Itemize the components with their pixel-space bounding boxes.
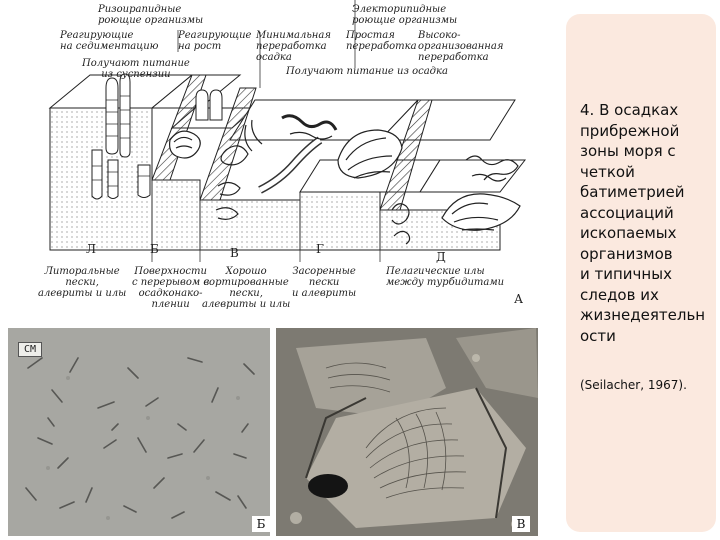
bathymetry-diagram	[20, 0, 545, 322]
caption-panel	[566, 14, 716, 532]
bottom-label-sorted: Хорошо сортированные пески, алевриты и илы	[202, 266, 291, 310]
zone-letter-v: В	[230, 246, 239, 260]
scale-bar-label: СМ	[18, 342, 42, 357]
zone-letter-b: Б	[150, 242, 159, 256]
bottom-label-contaminated: Засоренные пески и алевриты	[292, 266, 357, 299]
photo-b	[8, 328, 270, 536]
photo-v-texture	[276, 328, 538, 536]
caption-reference: (Seilacher, 1967).	[580, 378, 687, 392]
zone-letter-g: Г	[316, 242, 324, 256]
photo-v-letter: В	[512, 516, 530, 532]
bottom-label-surfaces: Поверхности с перерывом в осадконако- плении	[132, 266, 210, 310]
photo-b-letter: Б	[252, 516, 270, 532]
zone-letter-d: Д	[436, 250, 446, 264]
header-electrophagous: Электорипидные роющие организмы	[352, 4, 458, 26]
bottom-label-littoral: Литоральные пески, алевриты и илы	[38, 266, 127, 299]
header-minimal-reworking: Минимальная переработка осадка	[256, 30, 331, 63]
header-growth: Реагирующие на рост	[178, 30, 252, 52]
header-organized-reworking: Высоко- организованная переработка	[418, 30, 504, 63]
feed-suspension-label: Получают питание из суспензии	[82, 58, 190, 80]
figure-letter-a: А	[514, 292, 524, 306]
photo-v	[276, 328, 538, 536]
feed-sediment-label: Получают питание из осадка	[286, 66, 448, 77]
header-rhizophagous: Ризоирапидные роющие организмы	[98, 4, 204, 26]
header-simple-reworking: Простая переработка	[346, 30, 417, 52]
caption-text: 4. В осадках прибрежной зоны моря с четкой батиметрией ассоциаций ископаемых организмов и типичных следов их жизнедеятельн ости	[580, 101, 706, 345]
zone-letter-l: Л	[86, 242, 97, 256]
header-sedimentation: Реагирующие на седиментацию	[60, 30, 159, 52]
bottom-label-pelagic: Пелагические илы между турбидитами	[386, 266, 505, 288]
photo-b-texture	[8, 328, 270, 536]
